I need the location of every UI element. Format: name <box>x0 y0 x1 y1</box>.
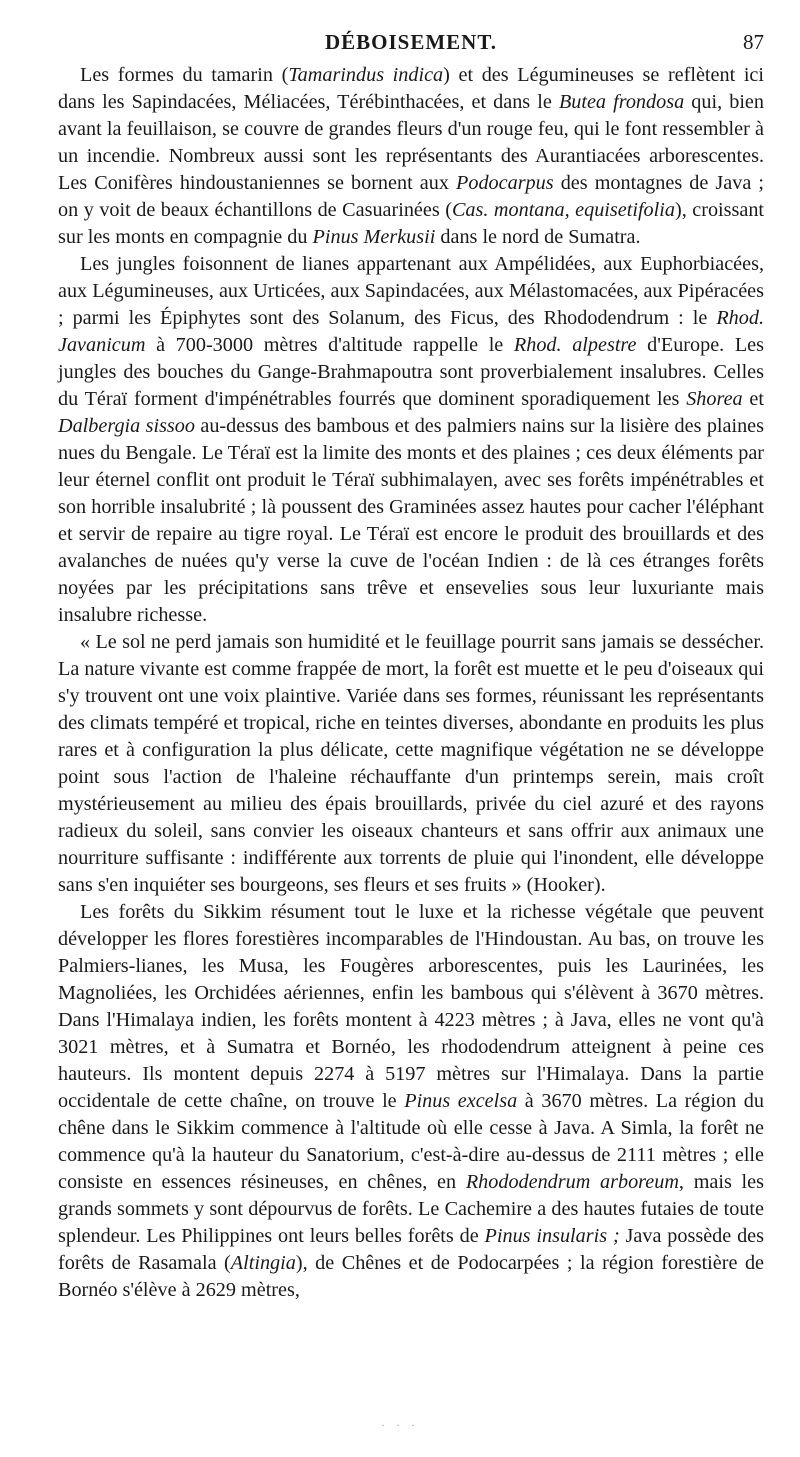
text-run: , mais les grands sommets y sont dépourvus de forêts. Le Cachemire a des hautes futaies de toute splendeur. Les Philippines ont leurs belles forêts de <box>58 1171 764 1247</box>
italic-run: Tamarindus indica <box>288 64 444 86</box>
text-run: ), de Chênes et de Podocarpées ; la région forestière de Bornéo s'élève à 2629 mètres, <box>58 1252 765 1301</box>
paragraph-4 <box>58 899 764 1304</box>
italic-run: Podocarpus <box>456 172 554 194</box>
italic-run: Pinus Merkusii <box>312 226 436 248</box>
paragraph-3 <box>58 629 764 899</box>
text-run: à 700-3000 mètres d'altitude rappelle le <box>145 334 514 356</box>
text-run: dans le nord de Sumatra. <box>435 226 641 248</box>
italic-run: Cas. montana, equisetifolia <box>451 199 675 221</box>
italic-run: Shorea <box>686 388 743 410</box>
paragraph-2 <box>58 251 764 629</box>
text-run: qui, bien avant la feuillaison, se couvre de grandes fleurs d'un rouge feu, qui le font ressembler à un incendie. Nombreux aussi sont les représentants des Aurantiacées arborescentes. Les Conifères hindoustaniennes se bornent aux <box>58 91 764 194</box>
text-run: au-dessus des bambous et des palmiers nains sur la lisière des plaines nues du Bengale. Le Téraï est la limite des monts et des plaines ; ces deux éléments par leur éternel conflit ont produit le Téraï subhimalayen, avec ses forêts impénétrables et son horrible insalubrité ; là poussent des Graminées assez hautes pour cacher l'éléphant et servir de repaire au tigre royal. Le Téraï est encore le produit des brouillards et des avalanches de nuées qu'y verse la cuve de l'océan Indien : de là ces étranges forêts noyées par les précipitations sans trêve et ensevelies sous leur luxuriante mais insalubre richesse. <box>58 415 765 626</box>
text-run: des montagnes de Java ; on y voit de beaux échantillons de Casuarinées ( <box>58 172 765 221</box>
italic-run: Altingia <box>230 1252 296 1274</box>
paragraph-1 <box>58 62 764 251</box>
body-text <box>58 62 764 1304</box>
italic-run: Rhod. alpestre <box>513 334 637 356</box>
text-run: « Le sol ne perd jamais son humidité et le feuillage pourrit sans jamais se dessécher. La nature vivante est comme frappée de mort, la forêt est muette et le peu d'oiseaux qui s'y trouvent ont une voix plaintive. Variée dans ses formes, réunissant les représentants des climats tempéré et tropical, riche en teintes diverses, abondante en produits les plus rares et à configuration la plus délicate, cette magnifique végétation ne se développe point sous l'action de l'haleine réchauffante d'un printemps serein, mais croît mystérieusement au milieu des épais brouillards, privée du ciel azuré et des rayons radieux du soleil, sans convier les oiseaux chanteurs et sans offrir aux animaux une nourriture suffisante : indifférente aux torrents de pluie qui l'inondent, elle développe sans s'en inquiéter ses bourgeons, ses fleurs et ses fruits » (Hooker). <box>58 631 765 896</box>
page-number: 87 <box>743 30 764 54</box>
text-run: ) et des Légumineuses se reflètent ici dans les Sapindacées, Méliacées, Térébinthacées, et dans le <box>58 64 765 113</box>
running-title: DÉBOISEMENT. <box>324 30 498 54</box>
scan-marks: · · · <box>381 1418 419 1432</box>
italic-run: Rhododendrum arboreum <box>465 1171 679 1193</box>
page-header <box>58 30 764 56</box>
text-run: et <box>742 388 764 410</box>
text-run: Les jungles foisonnent de lianes appartenant aux Ampélidées, aux Euphorbiacées, aux Légumineuses, aux Urticées, aux Sapindacées, aux Mélastomacées, aux Pipéracées ; parmi les Épiphytes sont des Solanum, des Ficus, des Rhododendrum : le <box>58 253 764 329</box>
text-run: ), croissant sur les monts en compagnie du <box>58 199 765 248</box>
italic-run: Pinus insularis ; <box>484 1225 620 1247</box>
italic-run: Pinus excelsa <box>404 1090 518 1112</box>
italic-run: Rhod. Javanicum <box>58 307 764 356</box>
italic-run: Butea frondosa <box>558 91 685 113</box>
text-run: d'Europe. Les jungles des bouches du Gange-Brahmapoutra sont proverbialement insalubres. Celles du Téraï forment d'impénétrables fourrés que dominent sporadiquement les <box>58 334 764 410</box>
text-run: à 3670 mètres. La région du chêne dans le Sikkim commence à l'altitude où elle cesse à Java. A Simla, la forêt ne commence qu'à la hauteur du Sanatorium, c'est-à-dire au-dessus de 2111 mètres ; elle consiste en essences résineuses, en chênes, en <box>58 1090 764 1193</box>
text-run: Les formes du tamarin ( <box>80 64 289 86</box>
italic-run: Dalbergia sissoo <box>58 415 195 437</box>
text-run: Les forêts du Sikkim résument tout le luxe et la richesse végétale que peuvent développer les flores forestières incomparables de l'Hindoustan. Au bas, on trouve les Palmiers-lianes, les Musa, les Fougères arborescentes, puis les Laurinées, les Magnoliées, les Orchidées aériennes, enfin les bambous qui s'élèvent à 3670 mètres. Dans l'Himalaya indien, les forêts montent à 4223 mètres ; à Java, elles ne vont qu'à 3021 mètres, et à Sumatra et Bornéo, les rhododendrum atteignent à peine ces hauteurs. Ils montent depuis 2274 à 5197 mètres sur l'Himalaya. Dans la partie occidentale de cette chaîne, on trouve le <box>58 901 764 1112</box>
text-run: Java possède des forêts de Rasamala ( <box>58 1225 764 1274</box>
